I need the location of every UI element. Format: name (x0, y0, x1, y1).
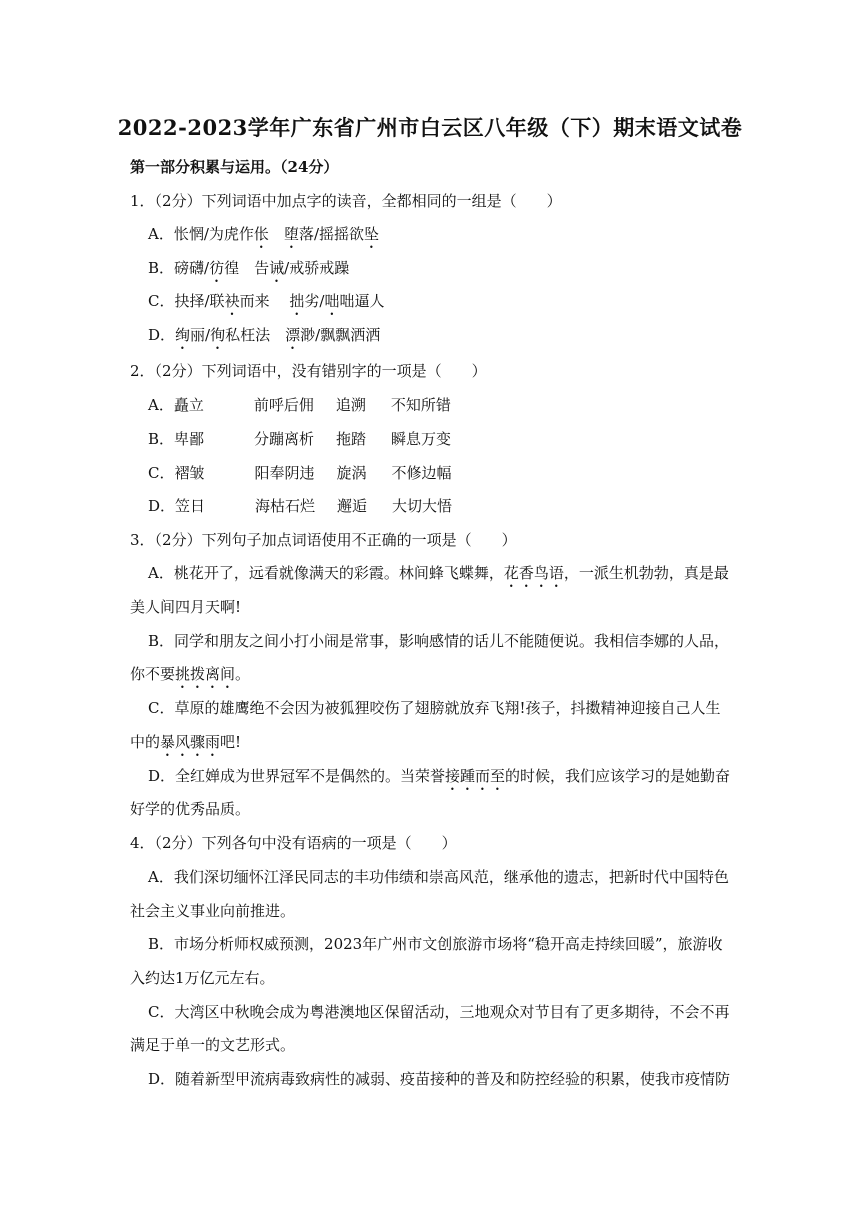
question-1-option-b[interactable]: B．磅礴/彷徨 告诫/戒骄戒躁 (148, 259, 350, 277)
question-3-option-c-line-1[interactable]: C．草原的雄鹰绝不会因为被狐狸咬伤了翅膀就放弃飞翔!孩子，抖擞精神迎接自己人生 (148, 699, 721, 717)
exam-title: 2022-2023学年广东省广州市白云区八年级（下）期末语文试卷 (117, 115, 743, 140)
question-4-stem: 4．（2分）下列各句中没有语病的一项是（ ） (130, 834, 457, 852)
question-3-option-d-line-1[interactable]: D．全红婵成为世界冠军不是偶然的。当荣誉接踵而至的时候，我们应该学习的是她勤奋 (148, 767, 731, 785)
question-1-option-c[interactable]: C．抉择/联袂而来 拙劣/咄咄逼人 (148, 292, 385, 310)
section-heading: 第一部分积累与运用。（24分） (130, 158, 339, 176)
question-3-stem: 3．（2分）下列句子加点词语使用不正确的一项是（ ） (130, 531, 517, 549)
question-3-option-a-line-1[interactable]: A．桃花开了，远看就像满天的彩霞。林间蜂飞蝶舞，花香鸟语，一派生机勃勃，真是最 (148, 564, 729, 582)
question-2-stem: 2．（2分）下列词语中，没有错别字的一项是（ ） (130, 362, 487, 380)
question-3-option-a-line-2: 美人间四月天啊! (130, 598, 242, 616)
question-1-option-a[interactable]: A．怅惘/为虎作伥 堕落/摇摇欲坠 (148, 225, 380, 243)
question-4-option-a-line-2: 社会主义事业向前推进。 (130, 902, 296, 920)
question-2-option-b[interactable]: B．卑鄙 分蹦离析 拖踏 瞬息万变 (148, 430, 452, 448)
question-2-option-d[interactable]: D．笠日 海枯石烂 邂逅 大切大悟 (148, 497, 453, 515)
question-3-option-c-line-2: 中的暴风骤雨吧! (130, 733, 242, 751)
question-4-option-a-line-1[interactable]: A．我们深切缅怀江泽民同志的丰功伟绩和崇高风范，继承他的遗志，把新时代中国特色 (148, 868, 729, 886)
question-1-option-d[interactable]: D．绚丽/徇私枉法 漂渺/飘飘洒洒 (148, 326, 381, 344)
question-3-option-b-line-2: 你不要挑拨离间。 (130, 665, 251, 683)
question-4-option-d-line-1[interactable]: D．随着新型甲流病毒致病性的减弱、疫苗接种的普及和防控经验的积累，使我市疫情防 (148, 1070, 731, 1088)
question-2-option-a[interactable]: A．矗立 前呼后佣 追溯 不知所错 (148, 396, 451, 414)
question-4-option-b-line-2: 入约达1万亿元左右。 (130, 969, 275, 987)
question-1-stem: 1．（2分）下列词语中加点字的读音，全都相同的一组是（ ） (130, 192, 562, 210)
question-3-option-d-line-2: 好学的优秀品质。 (130, 800, 251, 818)
question-4-option-b-line-1[interactable]: B．市场分析师权威预测，2023年广州市文创旅游市场将“稳开高走持续回暖”，旅游收 (148, 935, 723, 953)
question-3-option-b-line-1[interactable]: B．同学和朋友之间小打小闹是常事，影响感情的话儿不能随便说。我相信李娜的人品， (148, 632, 730, 650)
question-4-option-c-line-1[interactable]: C．大湾区中秋晚会成为粤港澳地区保留活动，三地观众对节目有了更多期待，不会不再 (148, 1003, 730, 1021)
question-2-option-c[interactable]: C．褶皱 阳奉阴违 旋涡 不修边幅 (148, 464, 452, 482)
question-4-option-c-line-2: 满足于单一的文艺形式。 (130, 1036, 296, 1054)
